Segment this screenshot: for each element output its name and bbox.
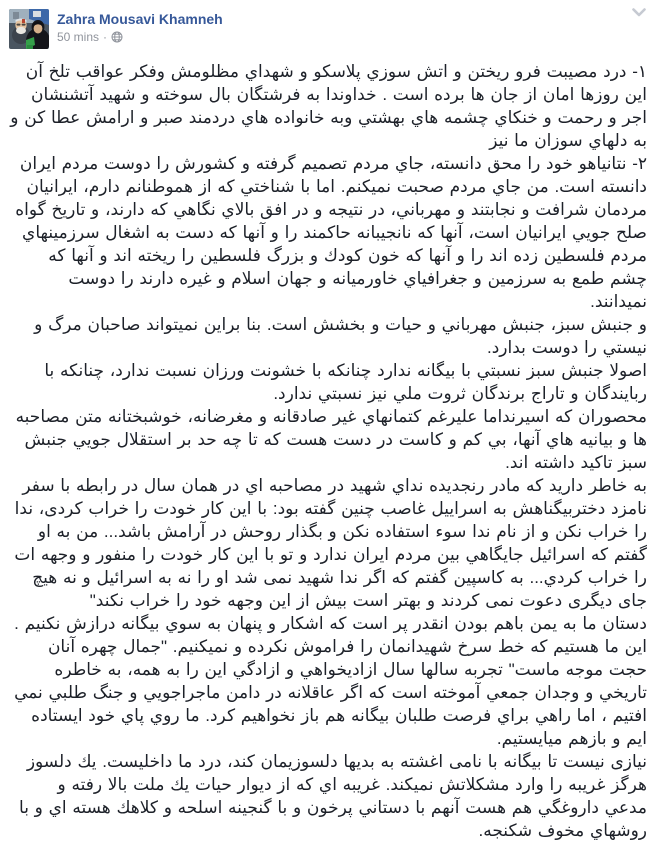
globe-icon <box>111 31 123 43</box>
header-text <box>57 9 223 44</box>
body-paragraph: محصوران که اسيرنداما عليرغم کتمانهاي غير صادقانه و مغرضانه، خوشبختانه متن مصاحبه ها و بيانيه هاي آنها، بي کم و کاست در دست هست که تا چه حد بر استقلال جويي جنبش سبز تاکيد داشته اند. <box>15 407 647 472</box>
post-body-text <box>0 49 656 856</box>
chevron-down-icon <box>632 5 646 20</box>
body-paragraph: و جنبش سبز، جنبش مهرباني و حيات و بخشش است. بنا براين نميتواند صاحبان مرگ و نيستي را دوست بدارد. <box>34 315 647 357</box>
body-paragraph: نيازی نيست تا بيگانه با نامی اغشته به بديها دلسوزيمان کند، درد ما داخليست. يك دلسوز هرگز غريبه را وارد مشکلاتش نميکند. غريبه اي که از ديوار حيات يك ملت بالا رفته و مدعي داروغگي هم هست آنهم با دستاني پرخون و با گنجينه اسلحه و کلاهك هسته اي و با روشهاي مخوف شکنجه. <box>19 752 647 840</box>
body-paragraph: به خاطر داريد که مادر رنجديده نداي شهيد در مصاحبه اي در همان سال در رابطه با سفر نامزد دختربيگناهش به اسراييل غاصب چنين گفته بود: با اين کار خودت را خراب کردی، ندا را خراب نکن و از نام ندا سوء استفاده نکن و بگذار روحش در آرامش باشد... من به او گفتم که اسرائيل جايگاهي بين مردم ايران ندارد و تو با اين کار خودت را منفور و وجهه ات را خراب کردي... به کاسپين گفتم که اگر ندا شهيد نمی شد او را نه به اسرائيل و نه هيچ جای ديگری دعوت نمی کردند و بهتر است بيش از اين وجهه خود را خراب نکند" <box>14 476 647 610</box>
post-meta <box>57 30 223 44</box>
body-paragraph: ۱- درد مصيبت فرو ريختن و اتش سوزي پلاسکو و شهداي مظلومش وفکر عواقب تلخ آن اين روزها امان از جان ها برده است . خداوندا به فرشتگان بال سوخته و شهيد آتشنشان اجر و رحمت و خنکاي چشمه هاي بهشتي وبه خانواده هاي دردمند صبر و ارامش عطا کن و به دلهاي سوزان ما نيز <box>10 62 647 150</box>
body-paragraph: اصولا جنبش سبز نسبتي با بيگانه ندارد چنانکه با خشونت ورزان نسبت ندارد، چنانکه با ربايندگان و تاراج برندگان ثروت ملي نيز نسبتي ندارد. <box>44 361 647 403</box>
body-paragraph: ۲- نتانياهو خود را محق دانسته، جاي مردم تصميم گرفته و کشورش را دوست مردم ايران دانسته است. من جاي مردم صحبت نميکنم. اما با شناختي که از هموطنانم دارم، ايرانيان مردمان شرافت و نجابتند و مهرباني، در نتيجه و در افق بالاي نگاهي که دارند، و تاريخ گواه صلح جويي ايرانيان است، آنها که نانجيبانه حاکمند را و آنها که دست به اشغال سرزمينهاي مردم فلسطين زده اند را و آنها که خون کودك و بزرگ فلسطين را ريخته اند و آنها که چشم طمع به سرزمين و جغرافياي خاورميانه و جهان اسلام و غيره دارند را دوست نميدانند. <box>15 154 647 311</box>
post-timestamp[interactable]: 50 mins <box>57 30 100 44</box>
body-paragraph: دستان ما به يمن باهم بودن انقدر پر است که اشکار و پنهان به سوي بيگانه درازش نکنيم . اين ما هستيم که خط سرخ شهيدانمان را فراموش نکرده و نميکنيم. "جمال چهره آنان حجت موجه ماست" تجربه سالها سال ازاديخواهي و ازادگي اين را به همه، به خاطره تاريخي و وجدان جمعي آموخته است که اگر عاقلانه در دامن ماجراجويي و جنگ طلبي نمي افتيم ، اما راهي براي فرصت طلبان بيگانه هم باز نخواهيم کرد. ما روي پاي خود ايستاده ايم و بازهم ميايستيم. <box>14 614 647 748</box>
profile-photo-image <box>9 9 49 49</box>
post-options-button[interactable] <box>630 6 648 19</box>
author-name-link[interactable]: Zahra Mousavi Khamneh <box>57 11 223 27</box>
profile-avatar[interactable] <box>9 9 49 49</box>
meta-separator: · <box>103 30 108 44</box>
post-header <box>0 0 656 49</box>
